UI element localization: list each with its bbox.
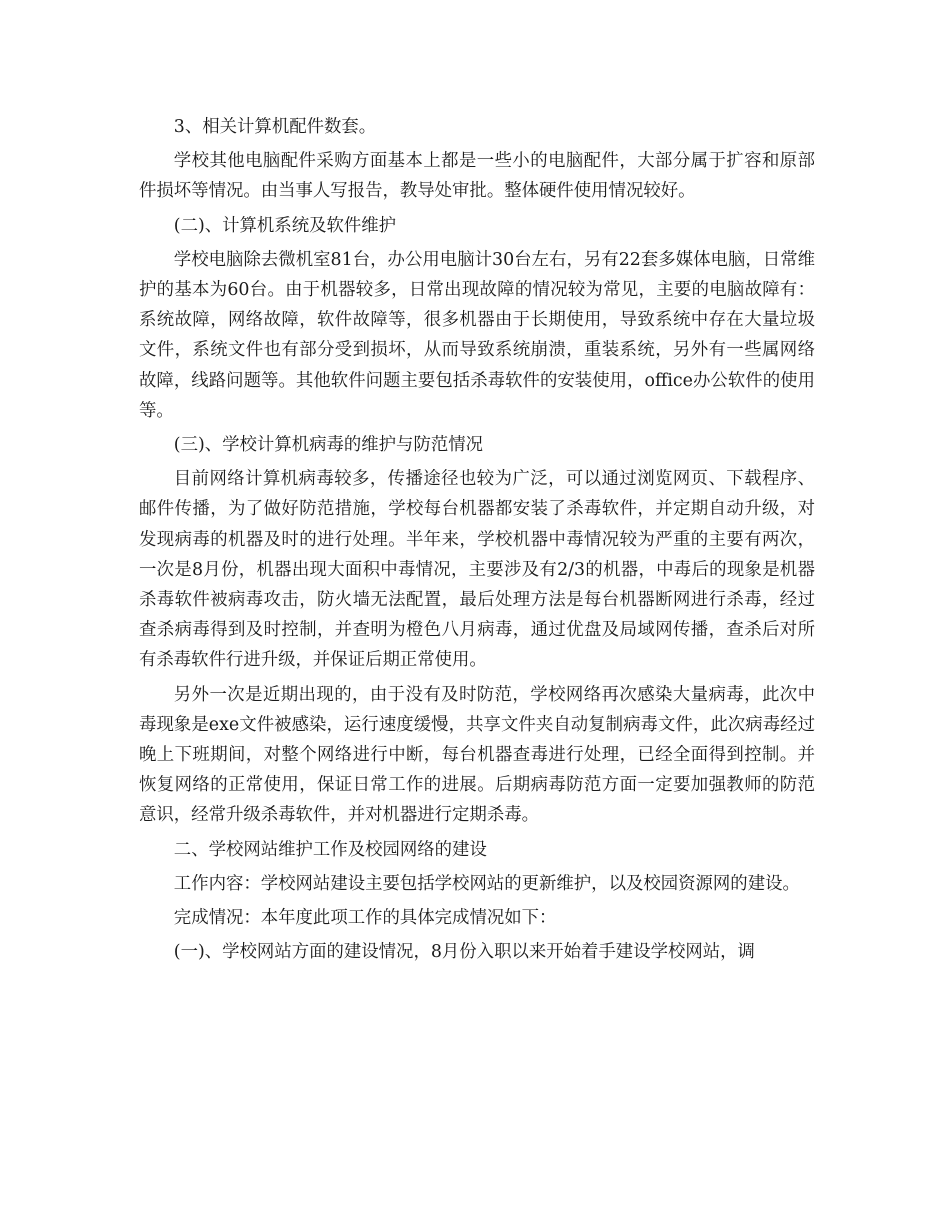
paragraph-accessories-purchase: 学校其他电脑配件采购方面基本上都是一些小的电脑配件，大部分属于扩容和原部件损坏等情况。由当事人写报告，教导处审批。整体硬件使用情况较好。	[139, 151, 815, 202]
paragraph-virus-incident-one: 目前网络计算机病毒较多，传播途径也较为广泛，可以通过浏览网页、下载程序、邮件传播，为了做好防范措施，学校每台机器都安装了杀毒软件，并定期自动升级，对发现病毒的机器及时的进行处理。半年来，学校机器中毒情况较为严重的主要有两次，一次是8月份，机器出现大面积中毒情况，主要涉及有2/3的机器，中毒后的现象是机器杀毒软件被病毒攻击，防火墙无法配置，最后处理方法是每台机器断网进行杀毒，经过查杀病毒得到及时控制，并查明为橙色八月病毒，通过优盘及局域网传播，查杀后对所有杀毒软件行进升级，并保证后期正常使用。	[139, 469, 815, 671]
section-heading-website-maintenance: 二、学校网站维护工作及校园网络的建设	[173, 839, 487, 860]
paragraph-work-content: 工作内容：学校网站建设主要包括学校网站的更新维护，以及校园资源网的建设。	[173, 873, 800, 894]
section-heading-virus-prevention: (三)、学校计算机病毒的维护与防范情况	[173, 435, 484, 456]
document-body	[139, 112, 815, 971]
paragraph-system-maintenance: 学校电脑除去微机室81台，办公用电脑计30台左右，另有22套多媒体电脑，日常维护的基本为60台。由于机器较多，日常出现故障的情况较为常见，主要的电脑故障有：系统故障，网络故障，软件故障等，很多机器由于长期使用，导致系统中存在大量垃圾文件，系统文件也有部分受到损坏，从而导致系统崩溃，重装系统，另外有一些属网络故障，线路问题等。其他软件问题主要包括杀毒软件的安装使用，office办公软件的使用等。	[139, 249, 815, 421]
paragraph-virus-incident-two: 另外一次是近期出现的，由于没有及时防范，学校网络再次感染大量病毒，此次中毒现象是exe文件被感染，运行速度缓慢，共享文件夹自动复制病毒文件，此次病毒经过晚上下班期间，对整个网络进行中断，每台机器查毒进行处理，已经全面得到控制。并恢复网络的正常使用，保证日常工作的进展。后期病毒防范方面一定要加强教师的防范意识，经常升级杀毒软件，并对机器进行定期杀毒。	[139, 684, 815, 826]
paragraph-completion-status: 完成情况：本年度此项工作的具体完成情况如下：	[173, 908, 557, 929]
paragraph-website-construction: (一)、学校网站方面的建设情况，8月份入职以来开始着手建设学校网站，调	[173, 942, 755, 963]
section-heading-system-maintenance: (二)、计算机系统及软件维护	[173, 215, 397, 236]
list-item-accessories: 3、相关计算机配件数套。	[173, 117, 377, 137]
